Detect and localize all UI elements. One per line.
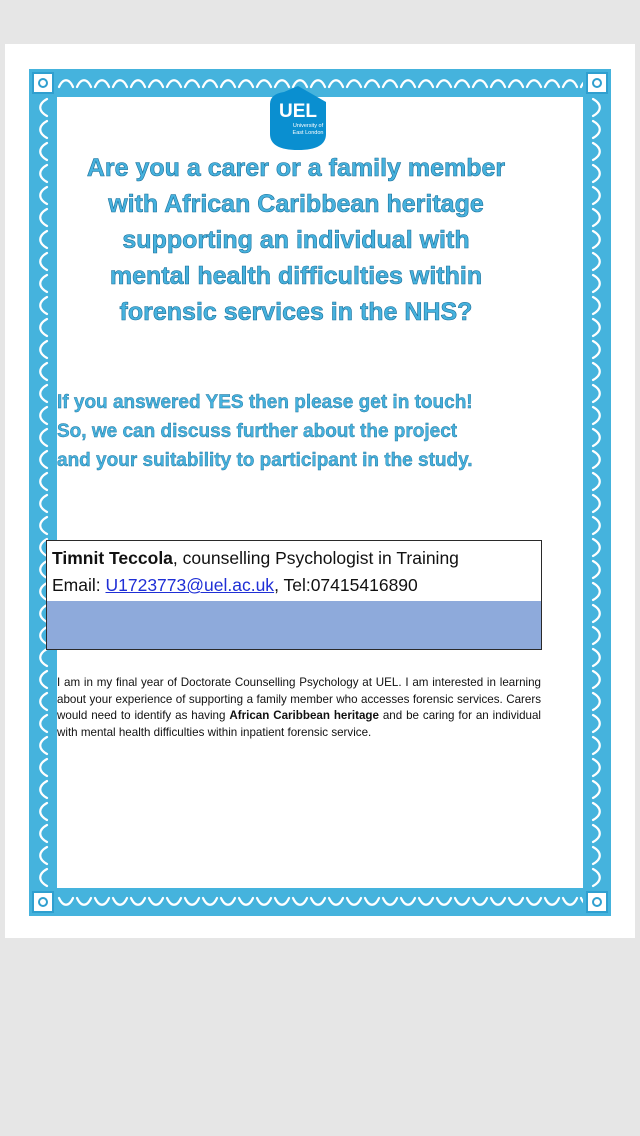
logo-sub-text-1: University of: [292, 123, 324, 129]
description-text: I am in my final year of Doctorate Counselling Psychology at UEL. I am interested in learning about your experience of supporting a family member who accesses forensic services. Carers would need to identify as having: [57, 676, 541, 723]
contact-email-line: [52, 572, 541, 599]
contact-name-line: [52, 545, 541, 572]
contact-role: , counselling Psychologist in Training: [172, 548, 459, 568]
description-emphasis: African Caribbean heritage: [229, 709, 379, 723]
description-text: and be caring for an individual with mental health difficulties within inpatient forensic service.: [57, 709, 541, 739]
cta-line: and your suitability to participant in the study.: [57, 450, 473, 471]
contact-name: Timnit Teccola: [52, 548, 173, 568]
headline-line: mental health difficulties within: [109, 262, 483, 290]
headline-line: with African Caribbean heritage: [108, 190, 484, 218]
border-right-wave: [587, 97, 607, 888]
cta-line: If you answered YES then please get in touch!: [57, 392, 473, 413]
logo-main-text: UEL: [279, 101, 317, 122]
study-description: [57, 675, 541, 741]
corner-ornament: [32, 891, 54, 913]
corner-ornament: [32, 72, 54, 94]
cta-line: So, we can discuss further about the project: [57, 421, 458, 442]
contact-tel: , Tel:07415416890: [274, 575, 418, 595]
wave-stroke: [593, 99, 600, 886]
headline-line: Are you a carer or a family member: [86, 154, 506, 182]
contact-box: [46, 540, 542, 650]
headline: [5, 150, 587, 330]
email-label: Email:: [52, 575, 106, 595]
poster-page: [5, 44, 635, 938]
headline-line: supporting an individual with: [122, 226, 470, 254]
corner-ornament: [586, 72, 608, 94]
border-bottom-wave: [57, 892, 583, 912]
uel-logo: [264, 82, 332, 154]
corner-ornament: [586, 891, 608, 913]
call-to-action: [57, 388, 557, 475]
email-link[interactable]: U1723773@uel.ac.uk: [105, 575, 275, 595]
wave-stroke: [59, 898, 583, 905]
headline-line: forensic services in the NHS?: [119, 298, 473, 326]
logo-sub-text-2: East London: [292, 130, 324, 136]
contact-details: [47, 541, 541, 601]
